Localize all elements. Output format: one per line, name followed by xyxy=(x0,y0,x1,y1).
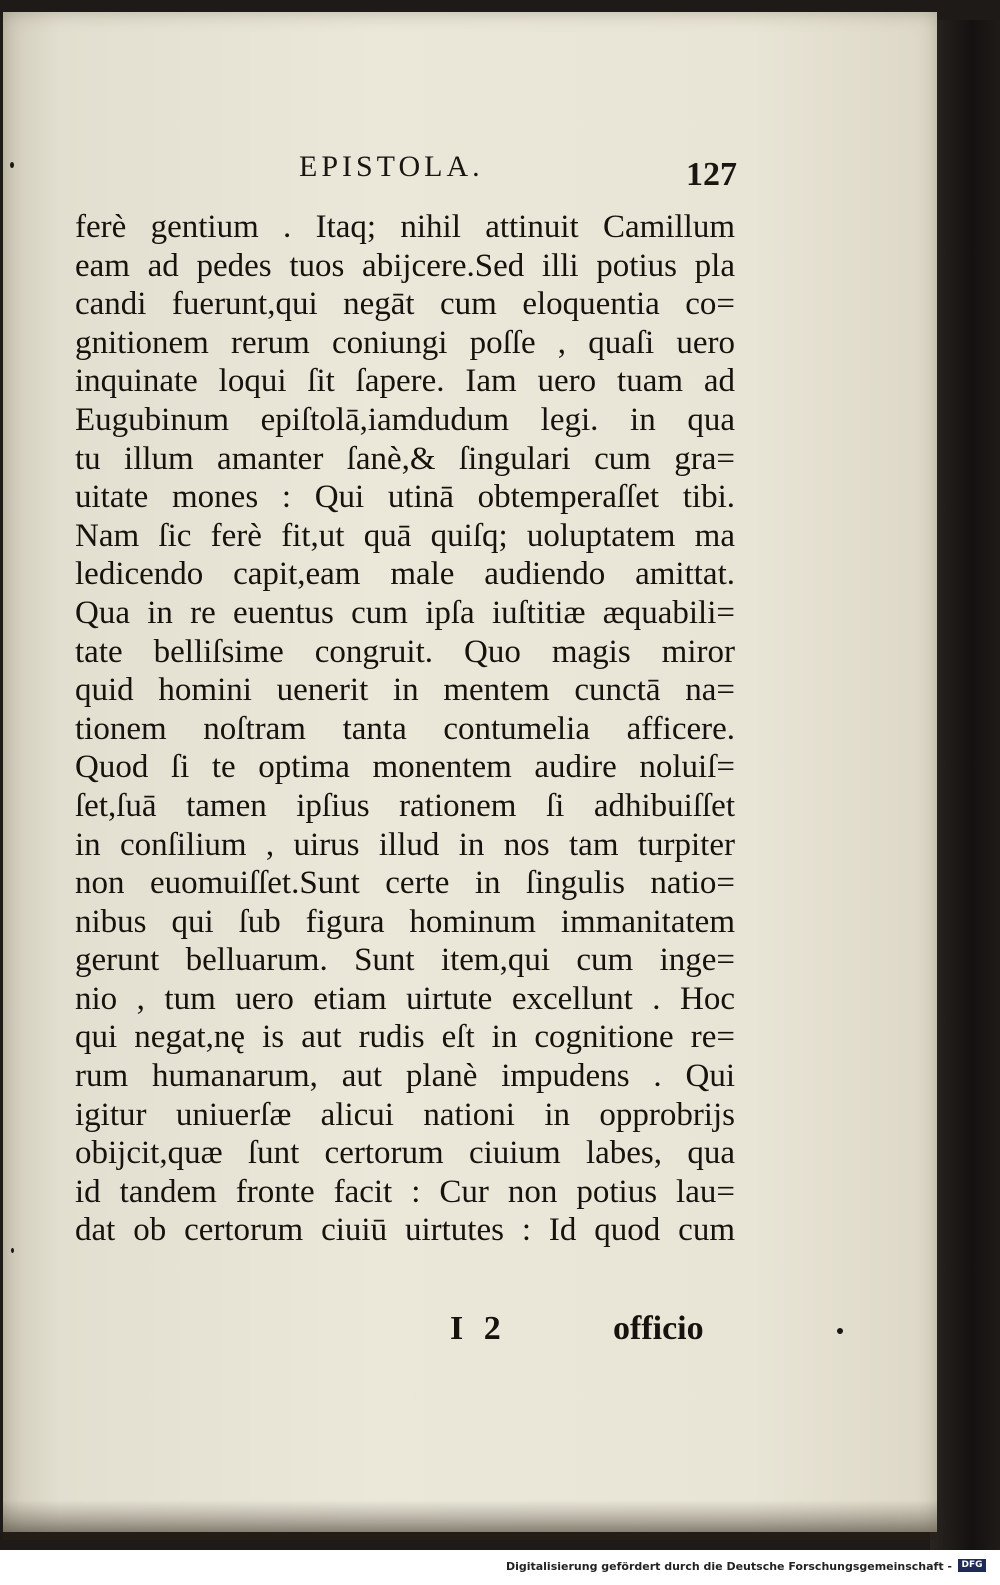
text-line: tate belliſsime congruit. Quo magis miror xyxy=(75,633,735,670)
text-line: Eugubinum epiſtolā,iamdudum legi. in qua xyxy=(75,401,735,438)
text-line: candi fuerunt,qui negāt cum eloquentia co= xyxy=(75,286,735,323)
text-line: tu illum amanter ſanè,& ſingulari cum gra= xyxy=(75,440,735,477)
catchword: officio xyxy=(613,1310,704,1347)
dfg-logo: DFG xyxy=(958,1559,986,1572)
text-line: Quod ſi te optima monentem audire noluiſ= xyxy=(75,749,735,786)
text-line: gerunt belluarum. Sunt item,qui cum inge= xyxy=(75,942,735,979)
ink-speck xyxy=(11,1248,14,1253)
text-line: ſet,ſuā tamen ipſius rationem ſi adhibuiſſet xyxy=(75,787,735,824)
body-text xyxy=(75,208,735,1250)
text-line: tionem noſtram tanta contumelia afficere. xyxy=(75,710,735,747)
running-head: EPISTOLA. xyxy=(299,150,484,183)
signature-mark: I 2 xyxy=(450,1310,507,1347)
text-line: quid homini uenerit in mentem cunctā na= xyxy=(75,672,735,709)
text-line: nibus qui ſub figura hominum immanitatem xyxy=(75,903,735,940)
text-line: Qua in re euentus cum ipſa iuſtitiæ æquabili= xyxy=(75,594,735,631)
ink-speck xyxy=(10,162,14,168)
text-line: ledicendo capit,eam male audiendo amittat. xyxy=(75,556,735,593)
page-number: 127 xyxy=(686,156,737,193)
book-page xyxy=(3,12,937,1532)
book-cover-edge xyxy=(930,20,1000,1550)
text-line: qui negat,nę is aut rudis eſt in cognitione re= xyxy=(75,1019,735,1056)
text-line: in conſilium , uirus illud in nos tam turpiter xyxy=(75,826,735,863)
text-line: igitur uniuerſæ alicui nationi in opprobrijs xyxy=(75,1096,735,1133)
digitization-footer xyxy=(0,1550,1000,1585)
text-line: nio , tum uero etiam uirtute excellunt . Hoc xyxy=(75,980,735,1017)
text-line: inquinate loqui ſit ſapere. Iam uero tuam ad xyxy=(75,363,735,400)
text-line: obijcit,quæ ſunt certorum ciuium labes, qua xyxy=(75,1135,735,1172)
text-line: non euomuiſſet.Sunt certe in ſingulis natio= xyxy=(75,865,735,902)
footer-credit: Digitalisierung gefördert durch die Deutsche Forschungsgemeinschaft - xyxy=(505,1560,952,1573)
text-line: Nam ſic ferè fit,ut quā quiſq; uoluptatem ma xyxy=(75,517,735,554)
text-line: rum humanarum, aut planè impudens . Qui xyxy=(75,1058,735,1095)
text-line: dat ob certorum ciuiū uirtutes : Id quod cum xyxy=(75,1212,735,1249)
text-line: ferè gentium . Itaq; nihil attinuit Camillum xyxy=(75,209,735,245)
text-line: gnitionem rerum coniungi poſſe , quaſi uero xyxy=(75,324,735,361)
text-line: eam ad pedes tuos abijcere.Sed illi potius pla xyxy=(75,247,735,284)
text-line: id tandem fronte facit : Cur non potius lau= xyxy=(75,1173,735,1210)
ink-speck xyxy=(837,1328,843,1334)
page-shadow xyxy=(3,1500,937,1540)
text-line: uitate mones : Qui utinā obtemperaſſet tibi. xyxy=(75,479,735,516)
